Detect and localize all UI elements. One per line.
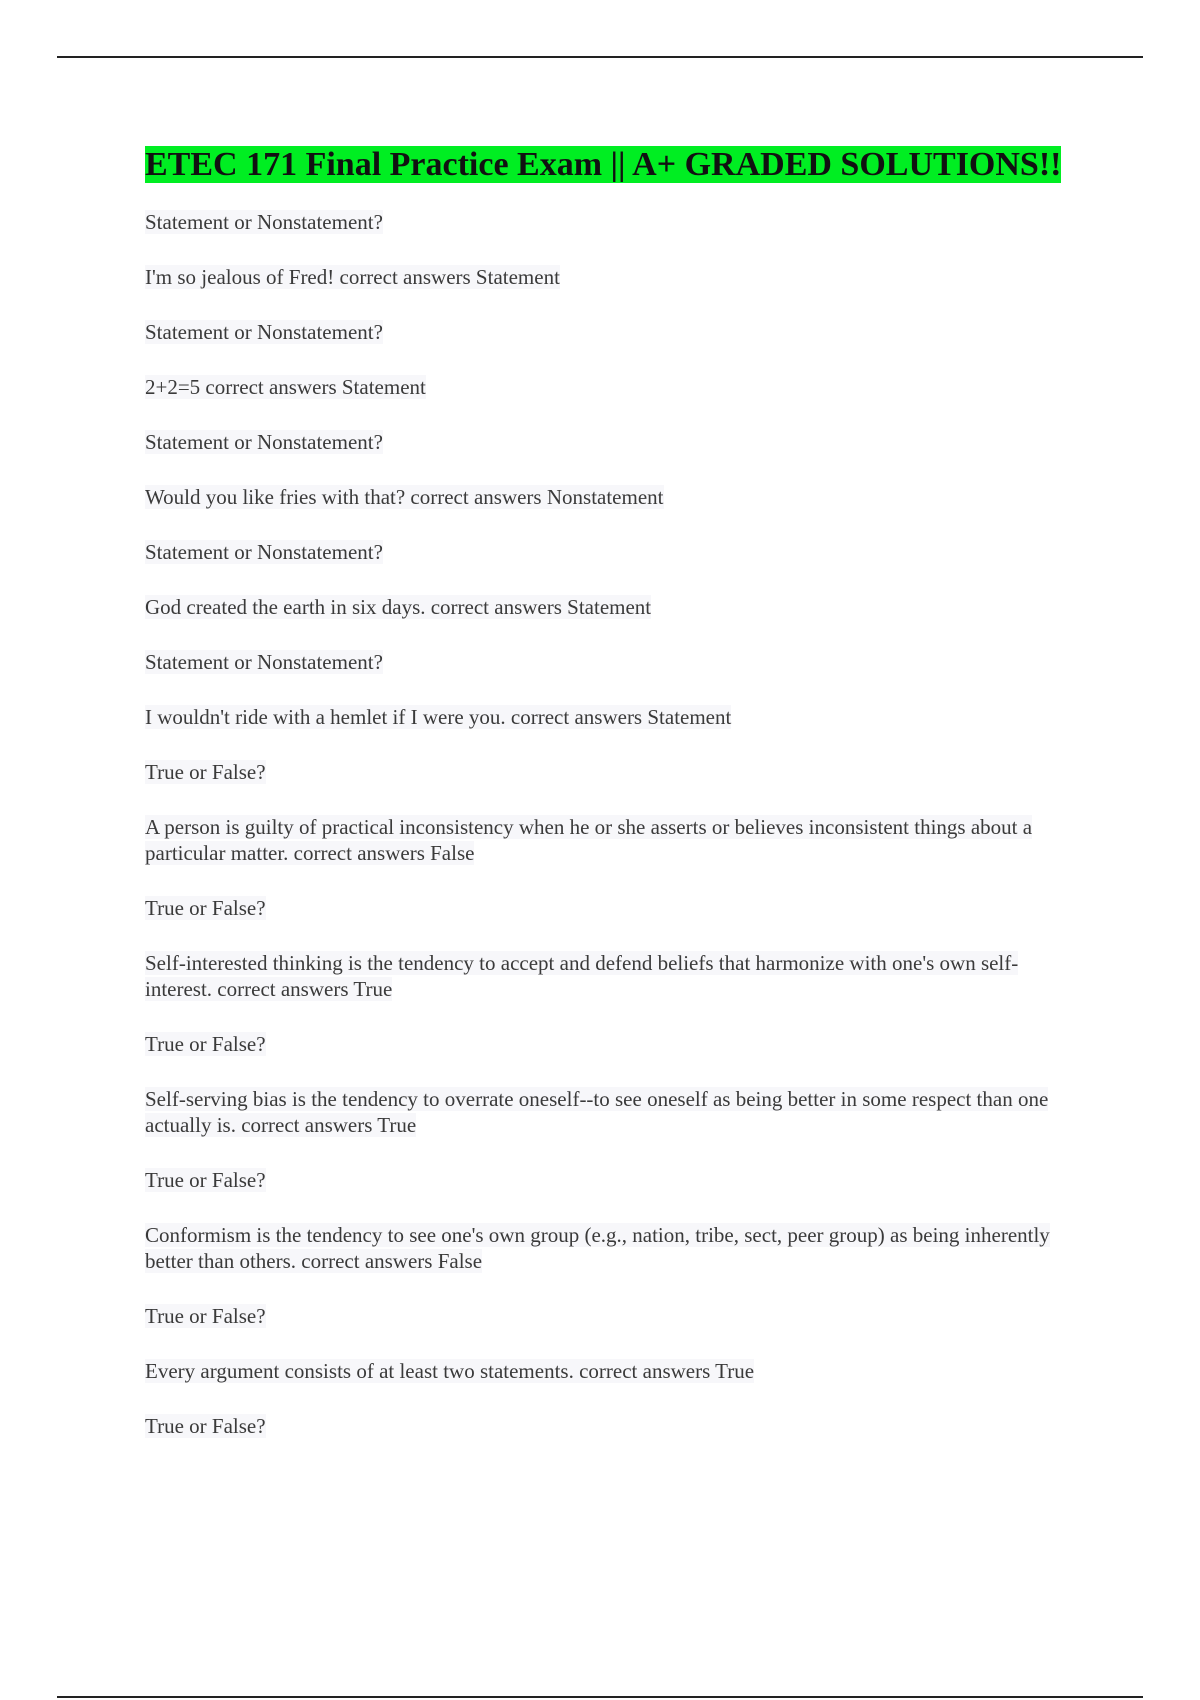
question-prompt: True or False? <box>145 760 266 784</box>
top-rule <box>57 56 1143 58</box>
question-prompt: Statement or Nonstatement? <box>145 320 383 344</box>
question-answer: Every argument consists of at least two statements. correct answers True <box>145 1359 755 1383</box>
question-answer: A person is guilty of practical inconsistency when he or she asserts or believes inconsistent things about a particular matter. correct answers False <box>145 815 1033 865</box>
question-answer: Would you like fries with that? correct answers Nonstatement <box>145 485 664 509</box>
question-prompt: True or False? <box>145 1168 266 1192</box>
question-answer: Self-interested thinking is the tendency to accept and defend beliefs that harmonize with one's own self-interest. correct answers True <box>145 951 1019 1001</box>
question-answer: Self-serving bias is the tendency to overrate oneself--to see oneself as being better in some respect than one actually is. correct answers True <box>145 1087 1049 1137</box>
question-answer: God created the earth in six days. correct answers Statement <box>145 595 652 619</box>
bottom-rule <box>57 1696 1143 1698</box>
question-prompt: Statement or Nonstatement? <box>145 540 383 564</box>
question-answer: I'm so jealous of Fred! correct answers Statement <box>145 265 560 289</box>
question-prompt: Statement or Nonstatement? <box>145 430 383 454</box>
question-answer: 2+2=5 correct answers Statement <box>145 375 426 399</box>
document-title: ETEC 171 Final Practice Exam || A+ GRADED SOLUTIONS!! <box>145 146 1062 183</box>
question-answer: I wouldn't ride with a hemlet if I were you. correct answers Statement <box>145 705 732 729</box>
question-prompt: True or False? <box>145 1032 266 1056</box>
question-prompt: True or False? <box>145 1304 266 1328</box>
question-prompt: Statement or Nonstatement? <box>145 210 383 234</box>
question-answer: Conformism is the tendency to see one's own group (e.g., nation, tribe, sect, peer group) as being inherently better than others. correct answers False <box>145 1223 1050 1273</box>
question-prompt: True or False? <box>145 896 266 920</box>
question-prompt: Statement or Nonstatement? <box>145 650 383 674</box>
question-prompt: True or False? <box>145 1414 266 1438</box>
document-body <box>145 144 1075 1468</box>
